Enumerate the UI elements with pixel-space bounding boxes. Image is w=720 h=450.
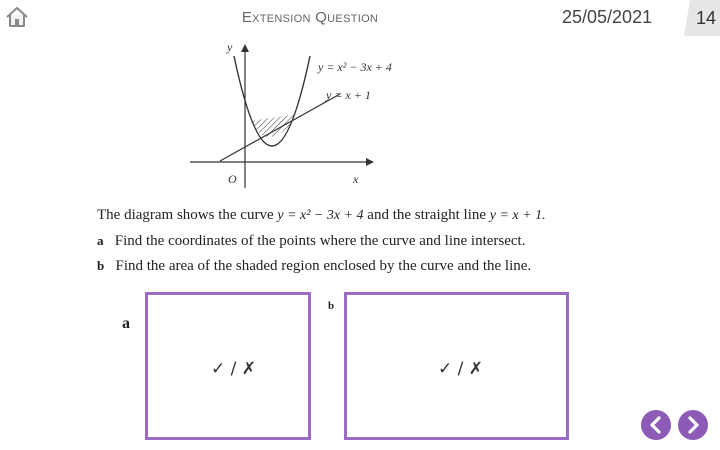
answer-label-a: a xyxy=(122,315,130,332)
y-axis-label: y xyxy=(227,40,233,54)
home-icon xyxy=(4,4,30,30)
x-axis-label: x xyxy=(353,172,359,186)
line-equation: y = x + 1. xyxy=(489,208,546,223)
previous-slide-button[interactable] xyxy=(641,410,671,440)
line-label: y = x + 1 xyxy=(326,88,371,102)
answer-label-b: b xyxy=(328,300,335,312)
curve-label: y = x² − 3x + 4 xyxy=(318,60,392,74)
home-button[interactable] xyxy=(4,4,30,30)
question-part-a xyxy=(97,232,525,250)
part-letter-b: b xyxy=(97,258,105,273)
part-letter-a: a xyxy=(97,233,104,248)
curve-equation: y = x² − 3x + 4 xyxy=(277,208,364,223)
page-number: 14 xyxy=(695,8,717,28)
question-intro xyxy=(97,206,546,225)
mark-toggle-b[interactable]: ✓ / ✗ xyxy=(438,359,484,379)
intro-text-mid: and the straight line xyxy=(367,207,487,223)
slide-date: 25/05/2021 xyxy=(562,7,653,27)
chevron-left-icon xyxy=(641,410,671,440)
origin-label: O xyxy=(228,172,237,186)
next-slide-button[interactable] xyxy=(678,410,708,440)
part-text-a: Find the coordinates of the points where the curve and line intersect. xyxy=(114,233,526,249)
chevron-right-icon xyxy=(678,410,708,440)
slide-title: Extension Question xyxy=(241,9,379,26)
part-text-b: Find the area of the shaded region enclosed by the curve and the line. xyxy=(115,258,532,274)
intro-text-start: The diagram shows the curve xyxy=(97,207,274,223)
graph-diagram xyxy=(180,36,430,196)
mark-toggle-a[interactable]: ✓ / ✗ xyxy=(211,359,257,379)
question-part-b xyxy=(97,257,531,275)
straight-line xyxy=(220,94,340,161)
